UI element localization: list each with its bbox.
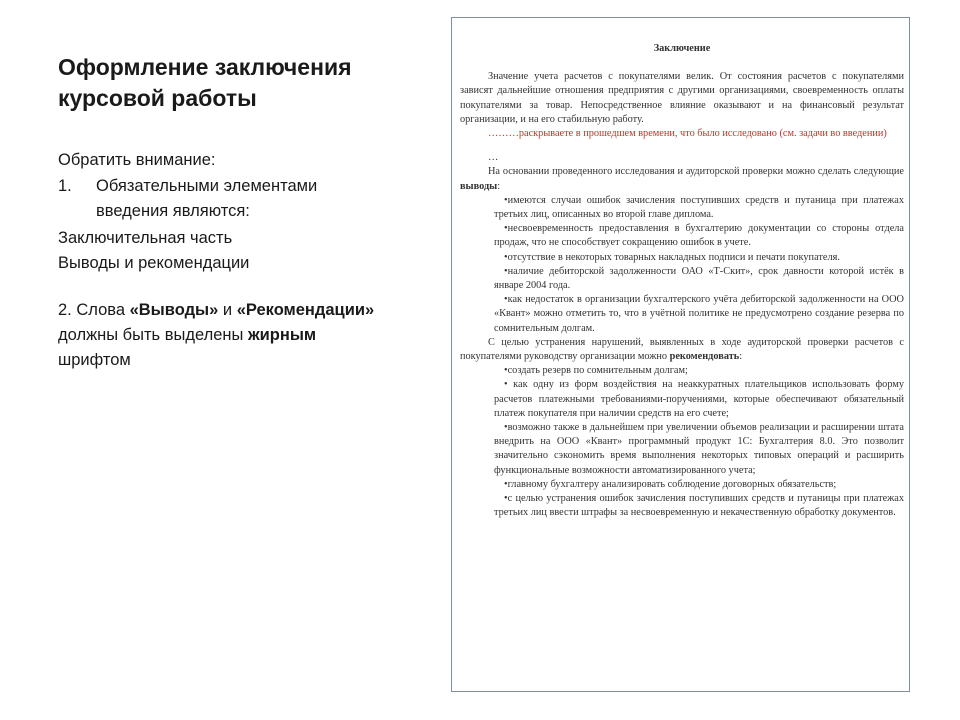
findings-intro-text: На основании проведенного исследования и аудиторской проверки можно сделать следующие [488, 166, 904, 178]
item2-suffix: шрифтом [58, 351, 131, 369]
item2-and: и [218, 301, 237, 319]
recommendation-item: •возможно также в дальнейшем при увеличении объемов реализации и расширении штата внедрить на ООО «Квант» программный продукт 1С: Бухгалтерия 8.0. Это позволит значительно сэкономить время выполнения некоторых типовых операций и расширить функциональные возможности автоматизированного учета; [494, 422, 904, 476]
recommendation-item: •с целью устранения ошибок зачисления поступивших средств и путаницы при платежах третьих лиц ввести штрафы за несвоевременную и некачественную обработку документов. [494, 493, 904, 519]
recommendation-item: • как одну из форм воздействия на неаккуратных плательщиков использовать форму расчетов платежными требованиями-поручениями, которые обеспечивают обязательный платеж покупателя при наличии средств на его счете; [494, 379, 904, 419]
document-recommendations-intro [460, 336, 904, 364]
recommendation-item: •главному бухгалтеру анализировать соблюдение договорных обязательств; [504, 478, 837, 490]
findings-bold-word: выводы [460, 180, 498, 192]
document-red-note: ………раскрываете в прошедшем времени, что было исследовано (см. задачи во введении) [488, 128, 887, 140]
item2-prefix: 2. Слова [58, 301, 130, 319]
attention-label: Обратить внимание: [58, 151, 216, 169]
document-findings-intro [460, 165, 904, 193]
finding-item: •имеются случаи ошибок зачисления поступивших средств и путаница при платежах третьих лиц, описанных во второй главе диплома. [494, 194, 904, 221]
recommendation-item: •создать резерв по сомнительным долгам; [504, 365, 688, 377]
recommendations-bold-word: рекомендовать [669, 351, 740, 363]
item2-bold-findings: «Выводы» [129, 301, 219, 319]
finding-item: •как недостаток в организации бухгалтерского учёта дебиторской задолженности на ООО «Квант» можно отметить то, что в учётной политике не предусмотрено создание резерва по сомнительным долгам. [494, 294, 904, 334]
finding-item: •наличие дебиторской задолженности ОАО «Т-Скит», срок давности которой истёк в январе 2004 года. [494, 265, 904, 292]
list-item-2 [58, 298, 378, 373]
recommendations-intro-text: С целью устранения нарушений, выявленных в ходе аудиторской проверки расчетов с покупателями руководству организации можно [460, 336, 904, 363]
document-body [460, 42, 904, 521]
document-ellipsis: … [488, 152, 499, 164]
findings-line: Выводы и рекомендации [58, 254, 250, 272]
findings-intro-end: : [497, 180, 501, 192]
document-page [451, 17, 910, 692]
document-title: Заключение [653, 43, 711, 54]
list-number: 1. [58, 177, 72, 195]
item2-middle: должны быть выделены [58, 326, 248, 344]
slide-text-panel [58, 52, 378, 373]
finding-item: •несвоевременность предоставления в бухгалтерию документации со стороны отдела продаж, что не способствует сокращению ошибок в учете. [494, 223, 904, 249]
slide-title: Оформление заключения курсовой работы [58, 54, 352, 111]
item2-bold-recommendations: «Рекомендации» [236, 301, 375, 319]
document-paragraph-1: Значение учета расчетов с покупателями велик. От состояния расчетов с покупателями зависят дальнейшие отношения предприятия с другими организациями, своевременность оплаты покупателями за товар. Непосредственное влияние оказывают и на финансовый результат организации, и на его стабильную работу. [460, 71, 904, 125]
finding-item: •отсутствие в некоторых товарных накладных подписи и печати покупателя. [504, 251, 840, 263]
item2-bold-word: жирным [247, 326, 317, 344]
list-text: Обязательными элементами введения являются: [96, 177, 318, 220]
list-item-1 [58, 174, 378, 224]
conclusion-part-line: Заключительная часть [58, 229, 233, 247]
recommendations-intro-end: : [739, 351, 743, 363]
